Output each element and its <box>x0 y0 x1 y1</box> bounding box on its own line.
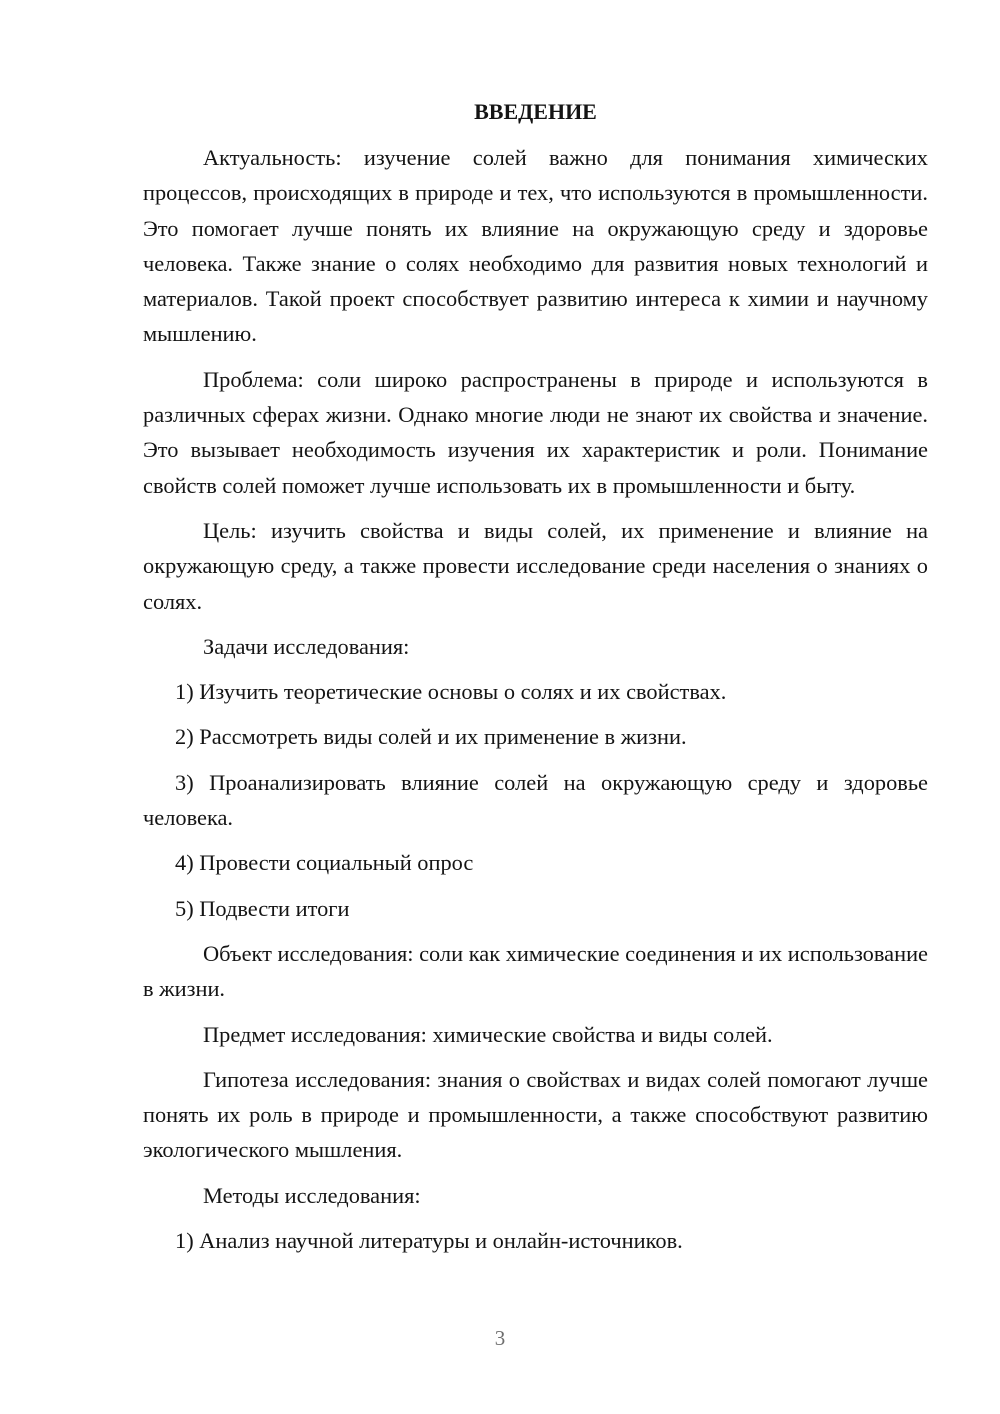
tasks-list <box>143 674 928 926</box>
list-item: 2) Рассмотреть виды солей и их применение в жизни. <box>175 724 687 750</box>
list-item: 1) Анализ научной литературы и онлайн-источников. <box>175 1228 683 1254</box>
methods-list <box>143 1223 928 1258</box>
page-number: 3 <box>494 1326 506 1350</box>
paragraph-hypothesis: Гипотеза исследования: знания о свойствах и видах солей помогают лучше понять их роль в природе и промышленности, а также способствуют развитию экологического мышления. <box>143 1066 928 1163</box>
list-item: 4) Провести социальный опрос <box>175 850 474 876</box>
list-item: 3) Проанализировать влияние солей на окружающую среду и здоровье человека. <box>143 769 928 831</box>
document-page <box>143 94 928 1268</box>
paragraph-problem: Проблема: соли широко распространены в природе и используются в различных сферах жизни. Однако многие люди не знают их свойства и значение. Это вызывает необходимость изучения их характеристик и роли. Понимание свойств солей поможет лучше использовать их в промышленности и быту. <box>143 366 928 498</box>
tasks-heading: Задачи исследования: <box>203 633 410 659</box>
paragraph-relevance: Актуальность: изучение солей важно для понимания химических процессов, происходящих в природе и тех, что используются в промышленности. Это помогает лучше понять их влияние на окружающую среду и здоровье человека. Также знание о солях необходимо для развития новых технологий и материалов. Такой проект способствует развитию интереса к химии и научному мышлению. <box>143 145 928 347</box>
paragraph-subject: Предмет исследования: химические свойства и виды солей. <box>203 1021 773 1047</box>
paragraph-object: Объект исследования: соли как химические соединения и их использование в жизни. <box>143 940 928 1002</box>
list-item: 5) Подвести итоги <box>175 895 350 921</box>
paragraph-goal: Цель: изучить свойства и виды солей, их применение и влияние на окружающую среду, а также провести исследование среди населения о знаниях о солях. <box>143 517 928 614</box>
list-item: 1) Изучить теоретические основы о солях и их свойствах. <box>175 679 727 705</box>
page-title: ВВЕДЕНИЕ <box>474 99 597 124</box>
methods-heading: Методы исследования: <box>203 1182 421 1208</box>
